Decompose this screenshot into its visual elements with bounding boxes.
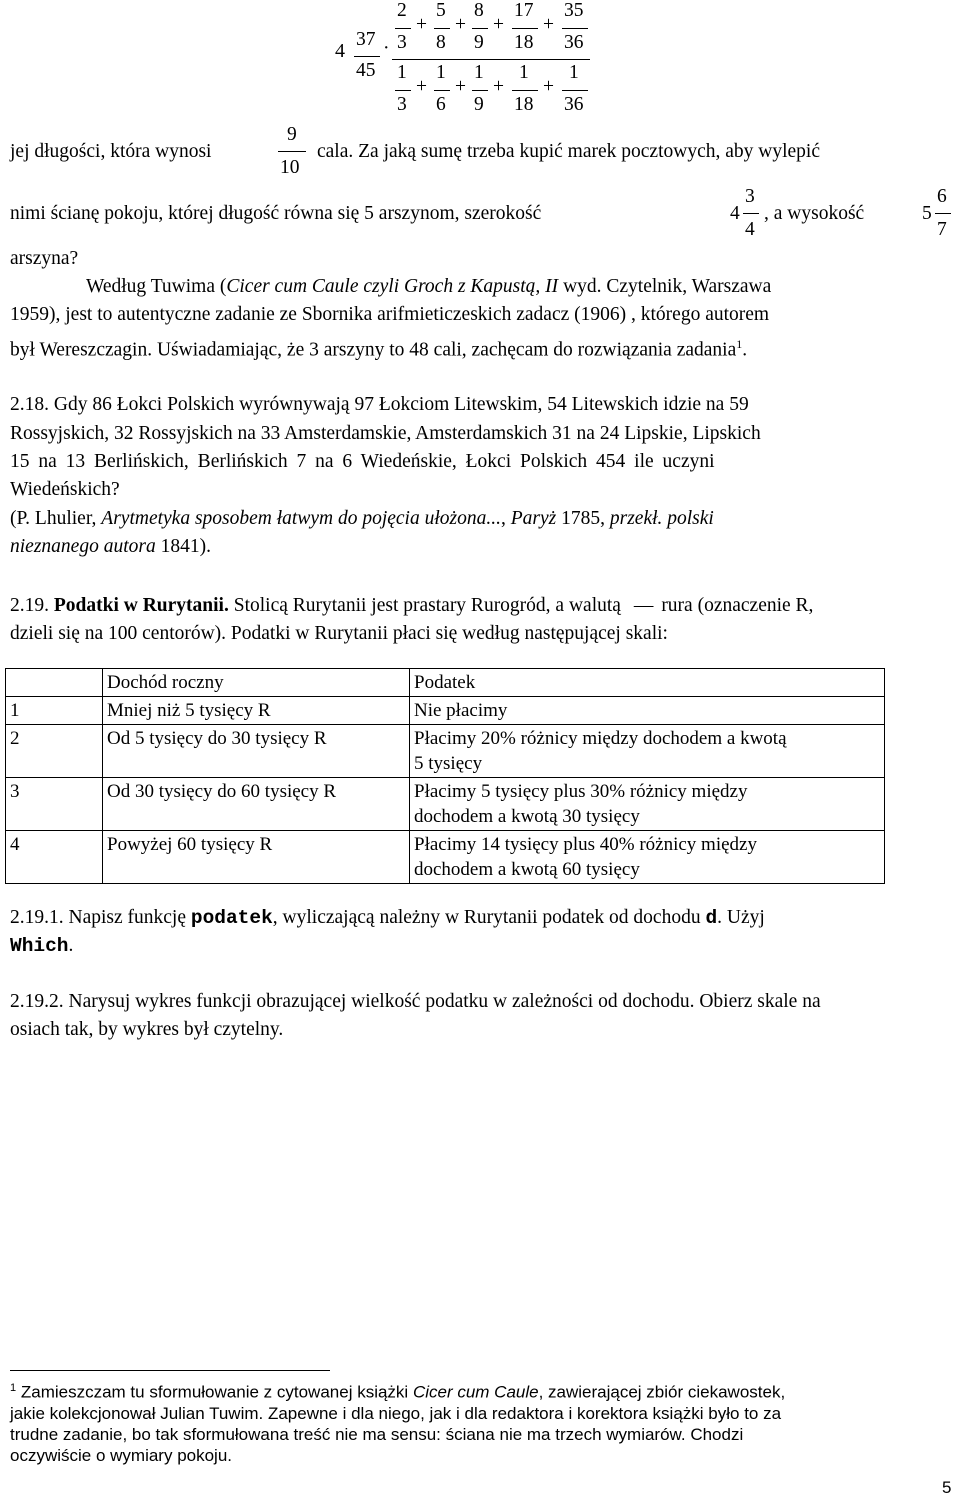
footnote-line: jakie kolekcjonował Julian Tuwim. Zapewne i dla niego, jak i dla redaktora i korektora książki było to za xyxy=(10,1403,782,1423)
header-number xyxy=(6,669,103,697)
top-term-bar xyxy=(472,28,488,29)
footnote-text: Zamieszczam tu sformułowanie z cytowanej książki xyxy=(20,1382,413,1402)
row-tax-line: 5 tysięcy xyxy=(414,753,483,774)
formula-fraction-numerator: 37 xyxy=(356,29,376,50)
plus-sign: + xyxy=(416,76,427,97)
subtask-text: 2.19.1. Napisz funkcję xyxy=(10,907,191,928)
problem-218-source1 xyxy=(10,505,960,533)
row-tax-line: Nie płacimy xyxy=(414,700,508,721)
table-row xyxy=(6,725,885,778)
plus-sign: + xyxy=(543,14,554,35)
table-row xyxy=(6,778,885,831)
subtask-text: . xyxy=(68,935,74,956)
source-text: . xyxy=(742,339,748,361)
footnote-line: trudne zadanie, bo tak sformułowana treść nie ma sensu: ściana nie ma trzech wymiarów. Chodzi xyxy=(10,1424,744,1444)
length-fraction-den: 10 xyxy=(280,157,300,178)
source-text: Według Tuwima ( xyxy=(86,276,227,297)
source-text: wyd. Czytelnik, Warszawa xyxy=(558,276,772,297)
source-text: 1841). xyxy=(155,536,211,557)
bottom-term-bar xyxy=(395,90,411,91)
source-tuwim-line2: 1959), jest to autentyczne zadanie ze Sbornika arifmieticzeskich zadacz (1906) , którego autorem xyxy=(10,304,770,325)
top-term-num: 5 xyxy=(436,0,446,21)
width-fraction-bar xyxy=(743,213,759,214)
subtask-text: . Użyj xyxy=(717,907,765,928)
height-fraction-bar xyxy=(935,213,951,214)
top-term-bar xyxy=(562,28,588,29)
bottom-term-den: 9 xyxy=(474,94,484,115)
code-d: d xyxy=(705,907,718,929)
top-term-den: 8 xyxy=(436,32,446,53)
dash: — xyxy=(633,595,654,616)
row-income: Od 30 tysięcy do 60 tysięcy R xyxy=(103,778,410,831)
bottom-term-den: 6 xyxy=(436,94,446,115)
source-author: nieznanego autora xyxy=(10,536,156,557)
problem-text: Stolicą Rurytanii jest prastary Rurogród, a walutą xyxy=(228,595,621,616)
source-place: Paryż xyxy=(510,508,557,529)
problem-text: rura (oznaczenie R, xyxy=(661,595,814,616)
table-row xyxy=(6,831,885,884)
formula-dot: · xyxy=(383,38,390,59)
bottom-term-bar xyxy=(512,90,538,91)
bottom-term-den: 3 xyxy=(397,94,407,115)
row-income: Od 5 tysięcy do 30 tysięcy R xyxy=(103,725,410,778)
top-term-den: 18 xyxy=(514,32,534,53)
bottom-term-num: 1 xyxy=(519,62,529,83)
dimensions-text-b: , a wysokość xyxy=(764,203,865,224)
width-fraction-num: 3 xyxy=(745,186,755,207)
source-tuwim-line3 xyxy=(10,330,960,365)
problem-title: Podatki w Rurytanii. xyxy=(53,595,229,616)
source-translation: przekł. polski xyxy=(609,508,714,529)
dimensions-text-a: nimi ścianę pokoju, której długość równa się 5 arszynom, szerokość xyxy=(10,203,542,224)
problem-number: 2.19. xyxy=(10,595,49,616)
bottom-term-num: 1 xyxy=(569,62,579,83)
footnote xyxy=(10,1378,958,1466)
plus-sign: + xyxy=(455,76,466,97)
top-term-den: 3 xyxy=(397,32,407,53)
top-term-num: 8 xyxy=(474,0,484,21)
row-income: Mniej niż 5 tysięcy R xyxy=(103,697,410,725)
table-header-row xyxy=(6,669,885,697)
width-whole: 4 xyxy=(730,203,740,224)
source-text: 1785, xyxy=(556,508,610,529)
row-tax xyxy=(410,725,885,778)
row-number: 3 xyxy=(6,778,103,831)
plus-sign: + xyxy=(416,14,427,35)
problem-218-source2 xyxy=(10,533,960,561)
source-title: Arytmetyka sposobem łatwym do pojęcia ułożona... xyxy=(101,508,501,529)
problem-number: 2.18. xyxy=(10,394,49,415)
row-income: Powyżej 60 tysięcy R xyxy=(103,831,410,884)
plus-sign: + xyxy=(493,76,504,97)
top-term-den: 36 xyxy=(564,32,584,53)
footnote-divider xyxy=(10,1370,330,1371)
plus-sign: + xyxy=(493,14,504,35)
subtask-2191-line1 xyxy=(10,904,960,932)
footnote-text: , zawierającej zbiór ciekawostek, xyxy=(538,1382,786,1402)
footnote-line: oczywiście o wymiary pokoju. xyxy=(10,1445,233,1465)
arszyna-line: arszyna? xyxy=(10,248,79,269)
problem-218-line4: Wiedeńskich? xyxy=(10,479,120,500)
formula-fraction-denominator: 45 xyxy=(356,60,376,81)
bottom-term-bar xyxy=(562,90,588,91)
code-podatek: podatek xyxy=(190,907,273,929)
length-fraction-num: 9 xyxy=(287,124,297,145)
top-term-bar xyxy=(434,28,450,29)
source-text: , xyxy=(500,508,511,529)
top-term-bar xyxy=(395,28,411,29)
bottom-term-bar xyxy=(434,90,450,91)
footnote-mark: 1 xyxy=(10,1382,17,1394)
source-text: był Wereszczagin. Uświadamiając, że 3 arszyny to 48 cali, zachęcam do rozwiązania zadania xyxy=(10,339,737,361)
row-tax-line: Płacimy 14 tysięcy plus 40% różnicy między xyxy=(414,834,757,855)
length-line xyxy=(10,124,958,184)
row-tax-line: dochodem a kwotą 30 tysięcy xyxy=(414,806,640,827)
row-number: 1 xyxy=(6,697,103,725)
subtask-2192-line1: 2.19.2. Narysuj wykres funkcji obrazującej wielkość podatku w zależności od dochodu. Obierz skale na xyxy=(10,991,821,1012)
formula-top-terms xyxy=(392,0,592,58)
row-tax xyxy=(410,778,885,831)
bottom-term-num: 1 xyxy=(436,62,446,83)
problem-219-line1 xyxy=(10,592,960,620)
bottom-term-den: 36 xyxy=(564,94,584,115)
bottom-term-den: 18 xyxy=(514,94,534,115)
header-tax: Podatek xyxy=(410,669,885,697)
source-title: Cicer cum Caule czyli Groch z Kapustą, II xyxy=(226,276,559,297)
formula-fraction-bar xyxy=(354,56,380,57)
page-number: 5 xyxy=(942,1478,952,1497)
row-tax-line: Płacimy 5 tysięcy plus 30% różnicy między xyxy=(414,781,748,802)
formula xyxy=(330,0,600,120)
height-whole: 5 xyxy=(922,203,932,224)
bottom-term-num: 1 xyxy=(397,62,407,83)
row-tax-line: dochodem a kwotą 60 tysięcy xyxy=(414,859,640,880)
problem-218-line3: 15 na 13 Berlińskich, Berlińskich 7 na 6 Wiedeńskie, Łokci Polskich 454 ile uczyni xyxy=(10,451,715,472)
row-tax xyxy=(410,831,885,884)
plus-sign: + xyxy=(455,14,466,35)
row-number: 2 xyxy=(6,725,103,778)
top-term-num: 2 xyxy=(397,0,407,21)
subtask-2191-line2 xyxy=(10,932,960,960)
problem-text: Gdy 86 Łokci Polskich wyrównywają 97 Łokciom Litewskim, 54 Litewskich idzie na 59 xyxy=(53,394,749,415)
dimensions-line xyxy=(10,186,958,246)
bottom-term-num: 1 xyxy=(474,62,484,83)
problem-218-line1 xyxy=(10,391,960,419)
problem-218-line2: Rossyjskich, 32 Rossyjskich na 33 Amsterdamskie, Amsterdamskich 31 na 24 Lipskie, Lipskich xyxy=(10,423,761,444)
length-text-a: jej długości, która wynosi xyxy=(10,141,212,162)
top-term-num: 35 xyxy=(564,0,584,21)
formula-whole: 4 xyxy=(335,40,345,62)
tax-table xyxy=(5,668,885,884)
problem-219-line2: dzieli się na 100 centorów). Podatki w Rurytanii płaci się według następującej skali: xyxy=(10,623,668,644)
formula-bottom-terms xyxy=(392,60,592,120)
header-income: Dochód roczny xyxy=(103,669,410,697)
top-term-num: 17 xyxy=(514,0,534,21)
top-term-den: 9 xyxy=(474,32,484,53)
code-which: Which xyxy=(10,935,69,957)
height-fraction-den: 7 xyxy=(937,219,947,240)
row-number: 4 xyxy=(6,831,103,884)
width-fraction-den: 4 xyxy=(745,219,755,240)
bottom-term-bar xyxy=(472,90,488,91)
footnote-title: Cicer cum Caule xyxy=(412,1382,539,1402)
length-fraction-bar xyxy=(278,151,306,152)
height-fraction-num: 6 xyxy=(937,186,947,207)
row-tax-line: Płacimy 20% różnicy między dochodem a kwotą xyxy=(414,728,787,749)
source-tuwim-line1 xyxy=(86,273,960,301)
plus-sign: + xyxy=(543,76,554,97)
subtask-2192-line2: osiach tak, by wykres był czytelny. xyxy=(10,1019,284,1040)
subtask-text: , wyliczającą należny w Rurytanii podatek od dochodu xyxy=(272,907,706,928)
row-tax xyxy=(410,697,885,725)
footnote-line xyxy=(10,1378,958,1403)
footnote-reference[interactable]: 1 xyxy=(736,337,743,351)
length-text-b: cala. Za jaką sumę trzeba kupić marek pocztowych, aby wylepić xyxy=(317,141,820,162)
table-row xyxy=(6,697,885,725)
top-term-bar xyxy=(512,28,538,29)
source-text: (P. Lhulier, xyxy=(10,508,102,529)
